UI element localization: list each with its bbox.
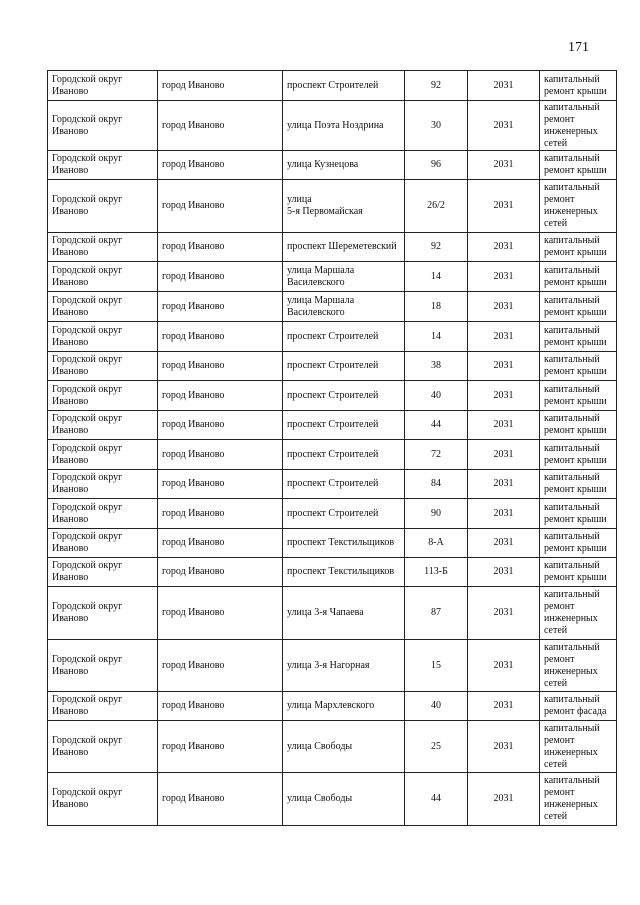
- work-type-cell: капитальный ремонт инженерных сетей: [540, 101, 617, 151]
- table-row: [48, 322, 617, 352]
- work-type-cell: капитальный ремонт инженерных сетей: [540, 180, 617, 233]
- house-number-cell: 90: [405, 499, 468, 529]
- city-cell: город Иваново: [158, 71, 283, 101]
- city-cell: город Иваново: [158, 292, 283, 322]
- table-row: [48, 233, 617, 262]
- city-cell: город Иваново: [158, 352, 283, 381]
- year-cell: 2031: [468, 411, 540, 440]
- year-cell: 2031: [468, 692, 540, 721]
- street-cell: проспект Строителей: [283, 470, 405, 499]
- table-row: [48, 440, 617, 470]
- street-cell: улица Маршала Василевского: [283, 262, 405, 292]
- year-cell: 2031: [468, 440, 540, 470]
- work-type-cell: капитальный ремонт крыши: [540, 440, 617, 470]
- house-number-cell: 25: [405, 721, 468, 773]
- table-row: [48, 180, 617, 233]
- city-cell: город Иваново: [158, 151, 283, 180]
- work-type-cell: капитальный ремонт крыши: [540, 470, 617, 499]
- district-cell: Городской округ Иваново: [48, 470, 158, 499]
- table-row: [48, 151, 617, 180]
- year-cell: 2031: [468, 529, 540, 558]
- street-cell: проспект Строителей: [283, 381, 405, 411]
- district-cell: Городской округ Иваново: [48, 499, 158, 529]
- street-cell: улица 3-я Чапаева: [283, 587, 405, 640]
- house-number-cell: 44: [405, 411, 468, 440]
- street-cell: улица Свободы: [283, 773, 405, 826]
- year-cell: 2031: [468, 470, 540, 499]
- table-row: [48, 529, 617, 558]
- year-cell: 2031: [468, 322, 540, 352]
- table-row: [48, 470, 617, 499]
- street-cell: улица Мархлевского: [283, 692, 405, 721]
- year-cell: 2031: [468, 71, 540, 101]
- district-cell: Городской округ Иваново: [48, 411, 158, 440]
- work-type-cell: капитальный ремонт крыши: [540, 71, 617, 101]
- district-cell: Городской округ Иваново: [48, 71, 158, 101]
- year-cell: 2031: [468, 233, 540, 262]
- street-cell: проспект Текстильщиков: [283, 529, 405, 558]
- district-cell: Городской округ Иваново: [48, 151, 158, 180]
- street-cell: проспект Строителей: [283, 499, 405, 529]
- house-number-cell: 15: [405, 640, 468, 692]
- district-cell: Городской округ Иваново: [48, 180, 158, 233]
- table-row: [48, 640, 617, 692]
- page-number: 171: [568, 40, 589, 55]
- city-cell: город Иваново: [158, 381, 283, 411]
- street-cell: проспект Строителей: [283, 440, 405, 470]
- year-cell: 2031: [468, 587, 540, 640]
- street-cell: проспект Строителей: [283, 411, 405, 440]
- district-cell: Городской округ Иваново: [48, 587, 158, 640]
- city-cell: город Иваново: [158, 411, 283, 440]
- table-row: [48, 381, 617, 411]
- district-cell: Городской округ Иваново: [48, 322, 158, 352]
- district-cell: Городской округ Иваново: [48, 440, 158, 470]
- table-row: [48, 352, 617, 381]
- street-cell: улица Поэта Ноздрина: [283, 101, 405, 151]
- house-number-cell: 8-А: [405, 529, 468, 558]
- city-cell: город Иваново: [158, 440, 283, 470]
- city-cell: город Иваново: [158, 558, 283, 587]
- work-type-cell: капитальный ремонт крыши: [540, 151, 617, 180]
- street-cell: улица Маршала Василевского: [283, 292, 405, 322]
- house-number-cell: 40: [405, 692, 468, 721]
- city-cell: город Иваново: [158, 773, 283, 826]
- city-cell: город Иваново: [158, 180, 283, 233]
- work-type-cell: капитальный ремонт крыши: [540, 558, 617, 587]
- table-row: [48, 692, 617, 721]
- district-cell: Городской округ Иваново: [48, 352, 158, 381]
- table-row: [48, 411, 617, 440]
- work-type-cell: капитальный ремонт крыши: [540, 233, 617, 262]
- house-number-cell: 72: [405, 440, 468, 470]
- table-row: [48, 587, 617, 640]
- year-cell: 2031: [468, 773, 540, 826]
- city-cell: город Иваново: [158, 587, 283, 640]
- house-number-cell: 18: [405, 292, 468, 322]
- city-cell: город Иваново: [158, 640, 283, 692]
- house-number-cell: 30: [405, 101, 468, 151]
- district-cell: Городской округ Иваново: [48, 292, 158, 322]
- city-cell: город Иваново: [158, 470, 283, 499]
- year-cell: 2031: [468, 292, 540, 322]
- street-cell: улица 3-я Нагорная: [283, 640, 405, 692]
- city-cell: город Иваново: [158, 529, 283, 558]
- year-cell: 2031: [468, 352, 540, 381]
- work-type-cell: капитальный ремонт инженерных сетей: [540, 587, 617, 640]
- house-number-cell: 84: [405, 470, 468, 499]
- work-type-cell: капитальный ремонт крыши: [540, 529, 617, 558]
- city-cell: город Иваново: [158, 262, 283, 292]
- table-row: [48, 558, 617, 587]
- work-type-cell: капитальный ремонт инженерных сетей: [540, 721, 617, 773]
- street-cell: проспект Текстильщиков: [283, 558, 405, 587]
- city-cell: город Иваново: [158, 499, 283, 529]
- house-number-cell: 26/2: [405, 180, 468, 233]
- district-cell: Городской округ Иваново: [48, 721, 158, 773]
- work-type-cell: капитальный ремонт фасада: [540, 692, 617, 721]
- work-type-cell: капитальный ремонт крыши: [540, 322, 617, 352]
- house-number-cell: 40: [405, 381, 468, 411]
- street-cell: улица Кузнецова: [283, 151, 405, 180]
- table-row: [48, 292, 617, 322]
- city-cell: город Иваново: [158, 101, 283, 151]
- year-cell: 2031: [468, 151, 540, 180]
- work-type-cell: капитальный ремонт инженерных сетей: [540, 640, 617, 692]
- district-cell: Городской округ Иваново: [48, 692, 158, 721]
- year-cell: 2031: [468, 558, 540, 587]
- street-cell: улица 5-я Первомайская: [283, 180, 405, 233]
- street-cell: проспект Строителей: [283, 352, 405, 381]
- house-number-cell: 14: [405, 322, 468, 352]
- year-cell: 2031: [468, 381, 540, 411]
- house-number-cell: 87: [405, 587, 468, 640]
- city-cell: город Иваново: [158, 322, 283, 352]
- work-type-cell: капитальный ремонт крыши: [540, 411, 617, 440]
- district-cell: Городской округ Иваново: [48, 262, 158, 292]
- year-cell: 2031: [468, 101, 540, 151]
- house-number-cell: 38: [405, 352, 468, 381]
- table-row: [48, 71, 617, 101]
- work-type-cell: капитальный ремонт крыши: [540, 499, 617, 529]
- street-cell: улица Свободы: [283, 721, 405, 773]
- work-type-cell: капитальный ремонт крыши: [540, 352, 617, 381]
- city-cell: город Иваново: [158, 692, 283, 721]
- table-row: [48, 721, 617, 773]
- work-type-cell: капитальный ремонт крыши: [540, 292, 617, 322]
- district-cell: Городской округ Иваново: [48, 529, 158, 558]
- table-row: [48, 262, 617, 292]
- district-cell: Городской округ Иваново: [48, 381, 158, 411]
- year-cell: 2031: [468, 499, 540, 529]
- table-row: [48, 101, 617, 151]
- work-type-cell: капитальный ремонт крыши: [540, 381, 617, 411]
- house-number-cell: 44: [405, 773, 468, 826]
- district-cell: Городской округ Иваново: [48, 640, 158, 692]
- district-cell: Городской округ Иваново: [48, 233, 158, 262]
- table-row: [48, 499, 617, 529]
- district-cell: Городской округ Иваново: [48, 558, 158, 587]
- year-cell: 2031: [468, 262, 540, 292]
- year-cell: 2031: [468, 180, 540, 233]
- year-cell: 2031: [468, 640, 540, 692]
- street-cell: проспект Строителей: [283, 322, 405, 352]
- street-cell: проспект Шереметевский: [283, 233, 405, 262]
- house-number-cell: 113-Б: [405, 558, 468, 587]
- house-number-cell: 14: [405, 262, 468, 292]
- year-cell: 2031: [468, 721, 540, 773]
- repair-schedule-table: [47, 70, 617, 826]
- city-cell: город Иваново: [158, 233, 283, 262]
- city-cell: город Иваново: [158, 721, 283, 773]
- house-number-cell: 92: [405, 71, 468, 101]
- house-number-cell: 96: [405, 151, 468, 180]
- table-row: [48, 773, 617, 826]
- work-type-cell: капитальный ремонт крыши: [540, 262, 617, 292]
- work-type-cell: капитальный ремонт инженерных сетей: [540, 773, 617, 826]
- house-number-cell: 92: [405, 233, 468, 262]
- district-cell: Городской округ Иваново: [48, 101, 158, 151]
- district-cell: Городской округ Иваново: [48, 773, 158, 826]
- street-cell: проспект Строителей: [283, 71, 405, 101]
